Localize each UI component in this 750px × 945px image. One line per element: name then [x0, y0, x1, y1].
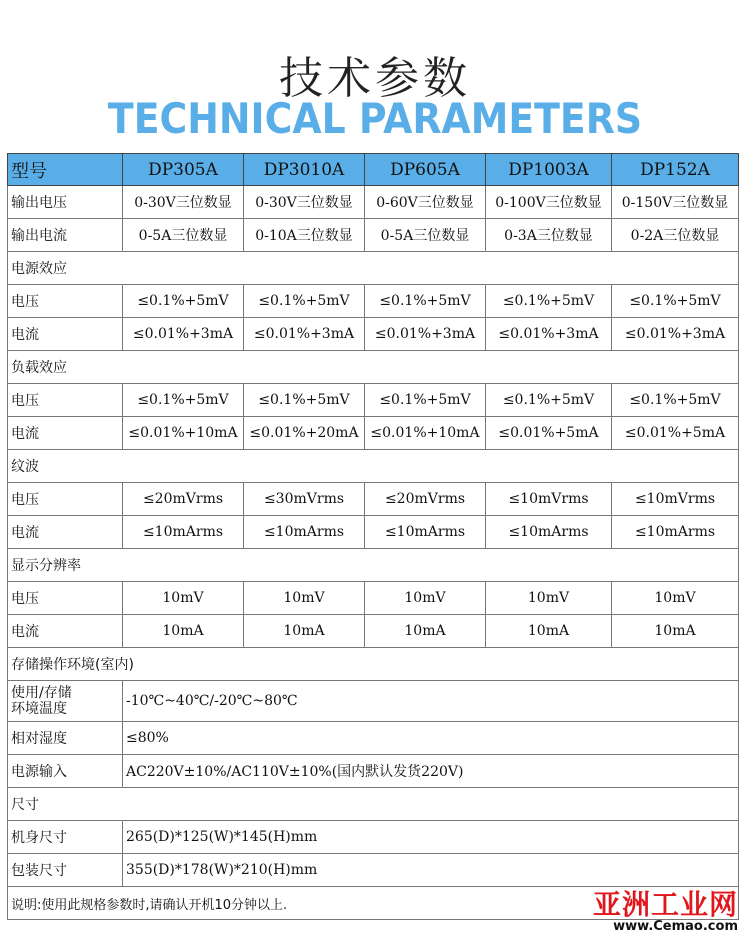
cell: 0-5A三位数显 [365, 219, 486, 252]
section-row [8, 549, 739, 582]
cell: 10mA [365, 615, 486, 648]
cell: 0-150V三位数显 [612, 186, 739, 219]
section-row [8, 788, 739, 821]
table-row [8, 681, 739, 722]
cell: ≤0.1%+5mV [365, 384, 486, 417]
row-label: 电流 [8, 615, 123, 648]
watermark [593, 883, 738, 934]
header-model-3: DP605A [365, 154, 486, 186]
cell: ≤0.01%+3mA [365, 318, 486, 351]
table-row [8, 582, 739, 615]
cell: ≤10mArms [123, 516, 244, 549]
cell: ≤0.1%+5mV [244, 285, 365, 318]
header-model-2: DP3010A [244, 154, 365, 186]
watermark-logo: 亚洲工业网 [592, 888, 738, 921]
cell: ≤20mVrms [365, 483, 486, 516]
cell: ≤0.1%+5mV [612, 285, 739, 318]
cell: ≤0.1%+5mV [486, 285, 612, 318]
section-row [8, 450, 739, 483]
header-label: 型号 [8, 154, 123, 186]
cell: ≤0.01%+3mA [123, 318, 244, 351]
cell: ≤0.1%+5mV [365, 285, 486, 318]
cell: 10mV [365, 582, 486, 615]
table-row [8, 483, 739, 516]
cell: ≤0.1%+5mV [486, 384, 612, 417]
cell: ≤10mArms [486, 516, 612, 549]
cell: ≤0.01%+3mA [486, 318, 612, 351]
page-title-cn: 技术参数 [279, 53, 471, 104]
cell: ≤0.1%+5mV [612, 384, 739, 417]
cell: 10mV [486, 582, 612, 615]
section-title: 电源效应 [8, 252, 739, 285]
table-row [8, 318, 739, 351]
cell: ≤0.01%+20mA [244, 417, 365, 450]
cell: 10mV [612, 582, 739, 615]
row-label: 电流 [8, 417, 123, 450]
cell: ≤0.1%+5mV [123, 384, 244, 417]
cell: 0-60V三位数显 [365, 186, 486, 219]
table-header-row [8, 154, 739, 186]
cell: 0-5A三位数显 [123, 219, 244, 252]
row-label: 电压 [8, 384, 123, 417]
cell: AC220V±10%/AC110V±10%(国内默认发货220V) [123, 755, 739, 788]
row-label: 机身尺寸 [8, 821, 123, 854]
cell: ≤0.1%+5mV [123, 285, 244, 318]
table-row [8, 186, 739, 219]
table-row [8, 417, 739, 450]
cell: ≤80% [123, 722, 739, 755]
page-title-en: TECHNICAL PARAMETERS [107, 94, 643, 143]
cell: 0-100V三位数显 [486, 186, 612, 219]
section-title: 存储操作环境(室内) [8, 648, 739, 681]
cell: ≤0.01%+10mA [365, 417, 486, 450]
cell: 0-10A三位数显 [244, 219, 365, 252]
cell: 10mA [486, 615, 612, 648]
cell: 0-30V三位数显 [123, 186, 244, 219]
note-text: 说明:使用此规格参数时,请确认开机10分钟以上. [8, 887, 739, 920]
row-label: 输出电压 [8, 186, 123, 219]
header-model-4: DP1003A [486, 154, 612, 186]
table-row [8, 384, 739, 417]
table-row [8, 219, 739, 252]
table-row [8, 821, 739, 854]
table-row [8, 755, 739, 788]
cell: ≤10mArms [244, 516, 365, 549]
section-row [8, 252, 739, 285]
cell: 355(D)*178(W)*210(H)mm [123, 854, 739, 887]
cell: ≤0.01%+5mA [612, 417, 739, 450]
row-label: 电源输入 [8, 755, 123, 788]
cell: ≤20mVrms [123, 483, 244, 516]
cell: 10mA [612, 615, 739, 648]
cell: ≤0.01%+10mA [123, 417, 244, 450]
section-title: 尺寸 [8, 788, 739, 821]
cell: -10℃~40℃/-20℃~80℃ [123, 681, 739, 722]
cell: 10mA [123, 615, 244, 648]
section-row [8, 648, 739, 681]
cell: 0-3A三位数显 [486, 219, 612, 252]
cell: ≤10mArms [365, 516, 486, 549]
section-row [8, 351, 739, 384]
cell: ≤10mArms [612, 516, 739, 549]
row-label: 电压 [8, 483, 123, 516]
cell: ≤10mVrms [486, 483, 612, 516]
cell: 0-30V三位数显 [244, 186, 365, 219]
row-label: 电压 [8, 582, 123, 615]
cell: 265(D)*125(W)*145(H)mm [123, 821, 739, 854]
table-row [8, 854, 739, 887]
parameters-table [7, 153, 739, 920]
cell: 10mV [244, 582, 365, 615]
table-row [8, 722, 739, 755]
row-label: 电流 [8, 318, 123, 351]
cell: ≤0.01%+5mA [486, 417, 612, 450]
row-label: 电流 [8, 516, 123, 549]
row-label: 输出电流 [8, 219, 123, 252]
row-label-line: 环境温度 [11, 701, 67, 717]
section-title: 负载效应 [8, 351, 739, 384]
table-row [8, 516, 739, 549]
section-title: 显示分辨率 [8, 549, 739, 582]
row-label: 包装尺寸 [8, 854, 123, 887]
row-label [8, 681, 123, 722]
header-model-1: DP305A [123, 154, 244, 186]
cell: 10mV [123, 582, 244, 615]
table-row [8, 285, 739, 318]
cell: ≤0.01%+3mA [612, 318, 739, 351]
section-title: 纹波 [8, 450, 739, 483]
row-label: 相对湿度 [8, 722, 123, 755]
table-row [8, 615, 739, 648]
cell: 0-2A三位数显 [612, 219, 739, 252]
row-label-line: 使用/存储 [11, 685, 72, 701]
row-label: 电压 [8, 285, 123, 318]
cell: ≤10mVrms [612, 483, 739, 516]
cell: ≤0.01%+3mA [244, 318, 365, 351]
header-model-5: DP152A [612, 154, 739, 186]
cell: ≤0.1%+5mV [244, 384, 365, 417]
cell: ≤30mVrms [244, 483, 365, 516]
watermark-url: www.Cemao.com [613, 919, 738, 934]
cell: 10mA [244, 615, 365, 648]
